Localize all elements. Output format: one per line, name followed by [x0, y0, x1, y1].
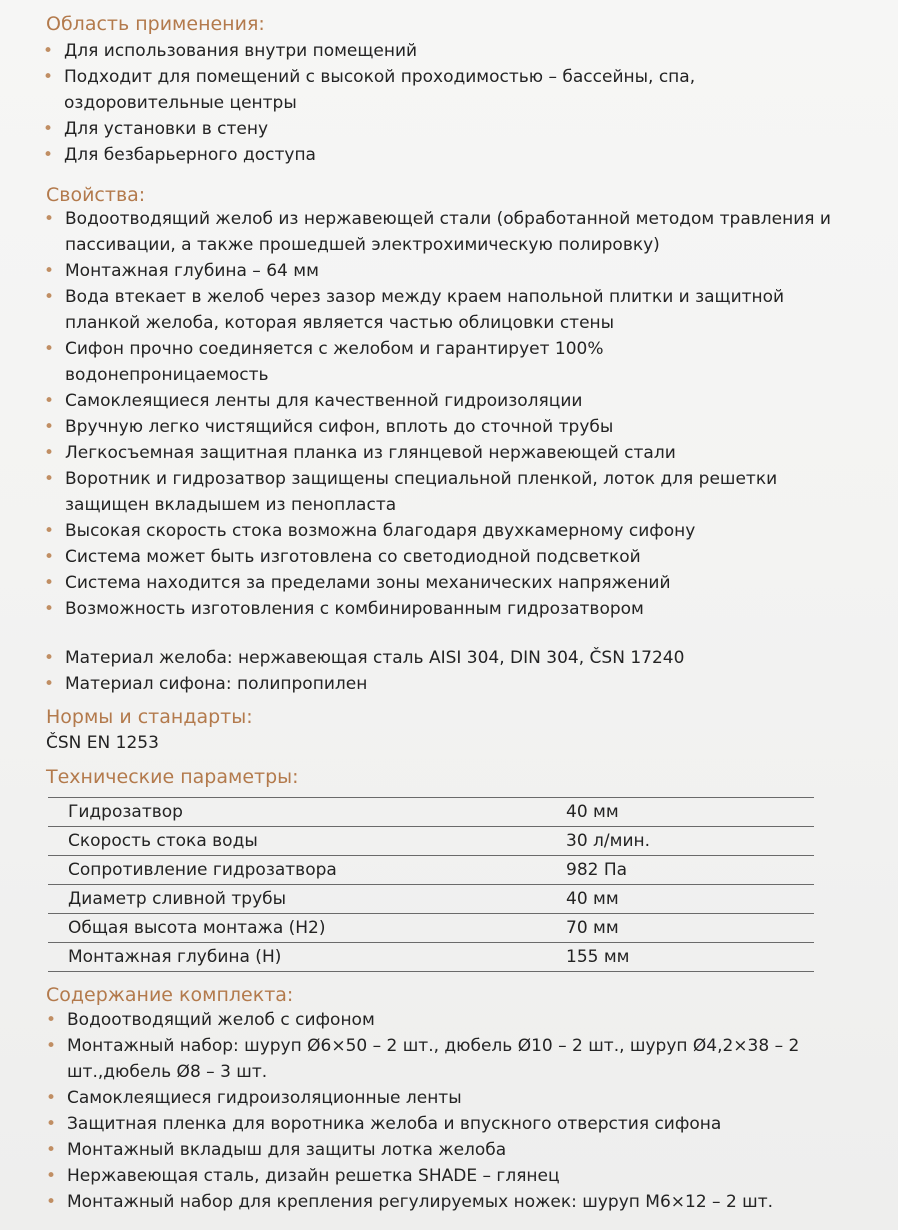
properties-heading: Свойства: [46, 184, 146, 206]
list-item: • Вручную легко чистящийся сифон, вплоть до сточной трубы [41, 414, 871, 440]
bullet-icon: • [46, 1088, 57, 1108]
list-item: • Материал сифона: полипропилен [41, 671, 871, 697]
bullet-icon: • [44, 599, 55, 619]
list-item: • Подходит для помещений с высокой проходимостью – бассейны, спа, оздоровительные центры [40, 64, 784, 116]
param-value: 30 л/мин. [564, 827, 814, 856]
bullet-icon: • [46, 1192, 57, 1212]
bullet-icon: • [43, 67, 54, 87]
list-item: • Водоотводящий желоб с сифоном [43, 1007, 873, 1033]
list-item: • Высокая скорость стока возможна благодаря двухкамерному сифону [41, 518, 871, 544]
bullet-icon: • [44, 573, 55, 593]
list-item: • Защитная пленка для воротника желоба и впускного отверстия сифона [43, 1111, 873, 1137]
table-row [48, 885, 814, 914]
bullet-icon: • [43, 145, 54, 165]
list-item: • Система находится за пределами зоны механических напряжений [41, 570, 871, 596]
bullet-icon: • [44, 339, 55, 359]
bullet-icon: • [44, 417, 55, 437]
bullet-icon: • [44, 547, 55, 567]
technical-heading: Технические параметры: [46, 766, 299, 788]
bullet-icon: • [43, 41, 54, 61]
bullet-icon: • [44, 674, 55, 694]
list-item: • Вода втекает в желоб через зазор между краем напольной плитки и защитной планкой желоба, которая является частью облицовки стены [41, 284, 855, 336]
list-item: • Возможность изготовления с комбинированным гидрозатвором [41, 596, 871, 622]
param-value: 982 Па [564, 856, 814, 885]
list-item: • Самоклеящиеся ленты для качественной гидроизоляции [41, 388, 871, 414]
list-item: • Водоотводящий желоб из нержавеющей стали (обработанной методом травления и пассивации, а также прошедшей электрохимическую полировку) [41, 206, 855, 258]
list-item: • Для установки в стену [40, 116, 870, 142]
list-item: • Самоклеящиеся гидроизоляционные ленты [43, 1085, 873, 1111]
list-item: • Монтажный набор: шуруп Ø6×50 – 2 шт., дюбель Ø10 – 2 шт., шуруп Ø4,2×38 – 2 шт.,дюбель Ø8 – 3 шт. [43, 1033, 837, 1085]
list-item: • Монтажный набор для крепления регулируемых ножек: шуруп M6×12 – 2 шт. [43, 1189, 873, 1215]
list-item: • Сифон прочно соединяется с желобом и гарантирует 100% водонепроницаемость [41, 336, 665, 388]
bullet-icon: • [44, 469, 55, 489]
bullet-icon: • [44, 648, 55, 668]
table-row [48, 798, 814, 827]
technical-table [48, 797, 814, 972]
bullet-icon: • [44, 391, 55, 411]
table-row [48, 856, 814, 885]
list-item: • Легкосъемная защитная планка из глянцевой нержавеющей стали [41, 440, 871, 466]
list-item: • Монтажная глубина – 64 мм [41, 258, 871, 284]
param-name: Общая высота монтажа (H2) [48, 914, 564, 943]
list-item: • Материал желоба: нержавеющая сталь AISI 304, DIN 304, ČSN 17240 [41, 645, 871, 671]
param-name: Диаметр сливной трубы [48, 885, 564, 914]
param-name: Гидрозатвор [48, 798, 564, 827]
bullet-icon: • [43, 119, 54, 139]
list-item: • Для использования внутри помещений [40, 38, 870, 64]
param-value: 40 мм [564, 885, 814, 914]
param-name: Скорость стока воды [48, 827, 564, 856]
kit-list [43, 1007, 873, 1215]
param-name: Монтажная глубина (H) [48, 943, 564, 972]
kit-heading: Содержание комплекта: [46, 984, 294, 1006]
list-item: • Воротник и гидрозатвор защищены специальной пленкой, лоток для решетки защищен вкладышем из пенопласта [41, 466, 865, 518]
properties-list [41, 206, 871, 622]
table-row [48, 914, 814, 943]
bullet-icon: • [44, 287, 55, 307]
bullet-icon: • [46, 1140, 57, 1160]
bullet-icon: • [44, 261, 55, 281]
materials-list [41, 645, 871, 697]
bullet-icon: • [44, 209, 55, 229]
param-value: 70 мм [564, 914, 814, 943]
bullet-icon: • [44, 521, 55, 541]
list-item: • Монтажный вкладыш для защиты лотка желоба [43, 1137, 873, 1163]
param-value: 40 мм [564, 798, 814, 827]
bullet-icon: • [46, 1010, 57, 1030]
standards-heading: Нормы и стандарты: [46, 706, 253, 728]
application-heading: Область применения: [46, 13, 265, 35]
application-list [40, 38, 870, 168]
bullet-icon: • [46, 1036, 57, 1056]
param-name: Сопротивление гидрозатвора [48, 856, 564, 885]
list-item: • Для безбарьерного доступа [40, 142, 870, 168]
param-value: 155 мм [564, 943, 814, 972]
table-row [48, 943, 814, 972]
bullet-icon: • [46, 1166, 57, 1186]
bullet-icon: • [46, 1114, 57, 1134]
table-row [48, 827, 814, 856]
bullet-icon: • [44, 443, 55, 463]
list-item: • Система может быть изготовлена со светодиодной подсветкой [41, 544, 871, 570]
standards-value: ČSN EN 1253 [46, 733, 159, 753]
list-item: • Нержавеющая сталь, дизайн решетка SHADE – глянец [43, 1163, 873, 1189]
